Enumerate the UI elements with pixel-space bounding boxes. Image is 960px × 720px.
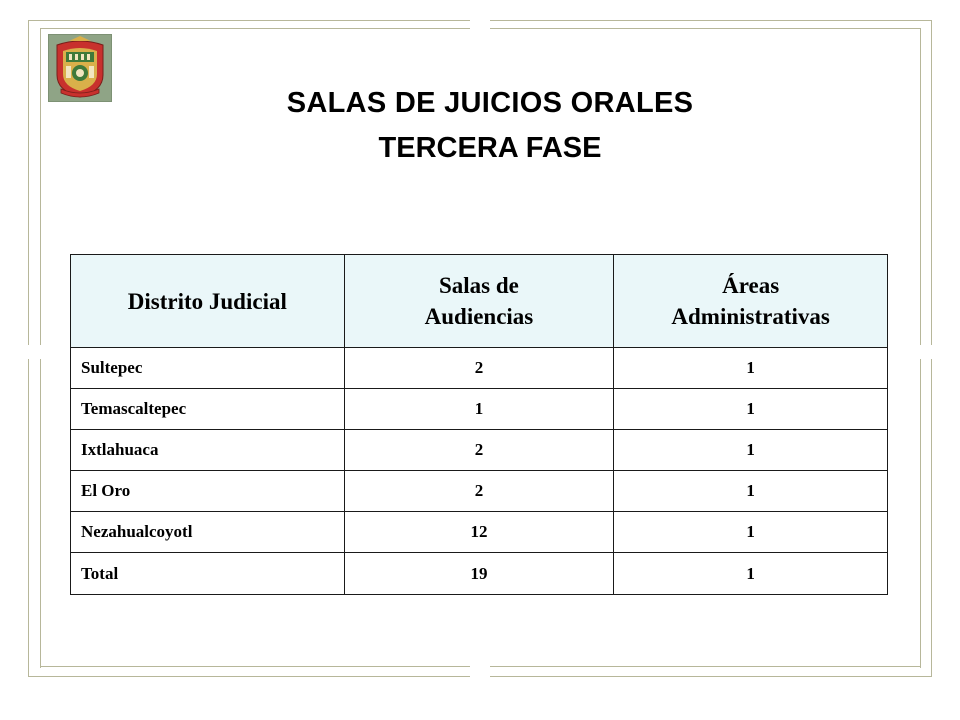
cell-areas: 1 xyxy=(614,471,888,512)
cell-district: Sultepec xyxy=(71,348,345,389)
cell-salas: 1 xyxy=(344,389,614,430)
cell-district: Temascaltepec xyxy=(71,389,345,430)
cell-areas: 1 xyxy=(614,348,888,389)
coat-of-arms-icon xyxy=(48,34,112,102)
cell-salas: 2 xyxy=(344,348,614,389)
cell-total-label: Total xyxy=(71,553,345,595)
frame-gap-bottom xyxy=(470,662,490,680)
cell-areas: 1 xyxy=(614,512,888,553)
header-areas-administrativas xyxy=(614,255,888,348)
table-row xyxy=(71,348,888,389)
table-row xyxy=(71,512,888,553)
header-distrito-judicial: Distrito Judicial xyxy=(71,255,345,348)
cell-district: Ixtlahuaca xyxy=(71,430,345,471)
cell-total-areas: 1 xyxy=(614,553,888,595)
cell-areas: 1 xyxy=(614,430,888,471)
frame-gap-left xyxy=(22,345,46,359)
frame-gap-right xyxy=(914,345,938,359)
page-subtitle: TERCERA FASE xyxy=(378,132,602,164)
table-header-row xyxy=(71,255,888,348)
cell-district: El Oro xyxy=(71,471,345,512)
header-salas-line2: Audiencias xyxy=(424,304,534,329)
table-row-total xyxy=(71,553,888,595)
header-salas-de-audiencias xyxy=(344,255,614,348)
frame-gap-top xyxy=(470,16,490,32)
cell-salas: 12 xyxy=(344,512,614,553)
cell-district: Nezahualcoyotl xyxy=(71,512,345,553)
cell-salas: 2 xyxy=(344,430,614,471)
table-row xyxy=(71,389,888,430)
header-salas-line1: Salas de xyxy=(439,273,519,298)
table-row xyxy=(71,471,888,512)
header-areas-line2: Administrativas xyxy=(671,304,830,329)
table-row xyxy=(71,430,888,471)
cell-total-salas: 19 xyxy=(344,553,614,595)
page-title: SALAS DE JUICIOS ORALES xyxy=(286,87,694,119)
cell-salas: 2 xyxy=(344,471,614,512)
districts-table xyxy=(70,254,888,595)
header-areas-line1: Áreas xyxy=(722,273,780,298)
cell-areas: 1 xyxy=(614,389,888,430)
